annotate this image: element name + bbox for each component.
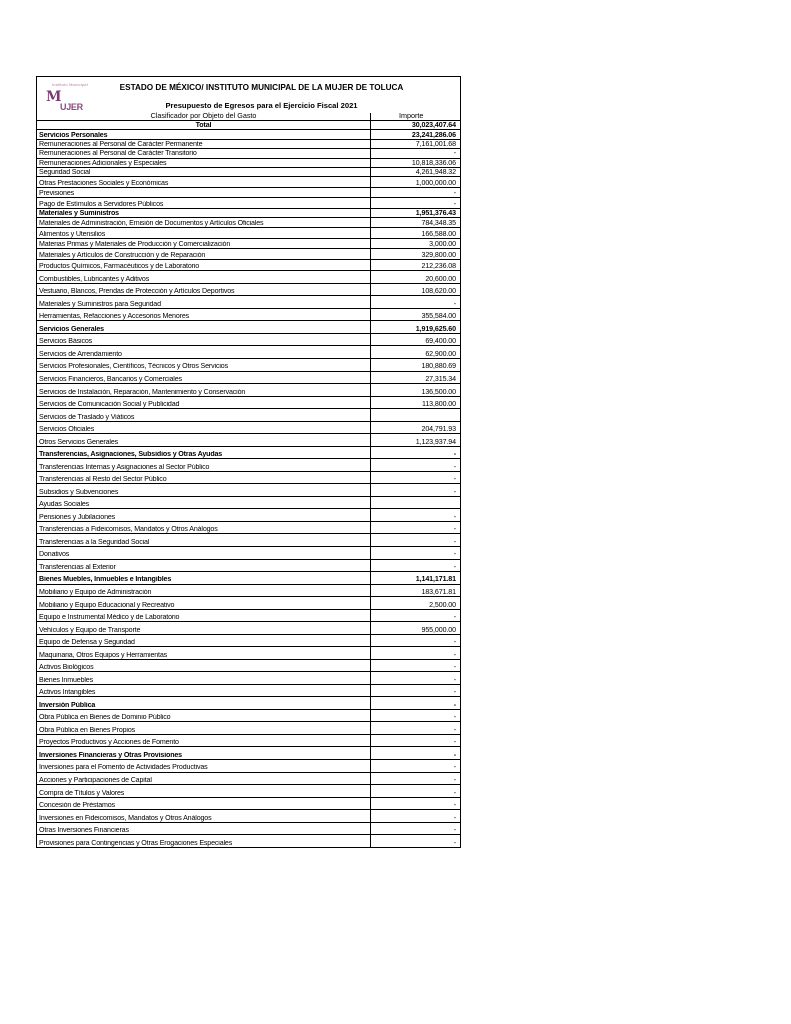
- table-row: [37, 177, 460, 187]
- document-subtitle: Presupuesto de Egresos para el Ejercicio Fiscal 2021: [165, 101, 358, 110]
- row-amount: -: [453, 788, 456, 797]
- row-amount: -: [453, 189, 456, 198]
- row-amount: 136,500.00: [421, 387, 456, 396]
- row-label: Servicios de Traslado y Viáticos: [39, 413, 135, 421]
- table-row: [37, 188, 460, 198]
- table-body: [37, 121, 460, 848]
- row-label: Seguridad Social: [39, 169, 91, 177]
- table-row: [37, 372, 460, 385]
- row-label: Inversiones en Fideicomisos, Mandatos y Otros Análogos: [39, 814, 212, 822]
- row-amount: 7,161,001.68: [415, 140, 456, 149]
- row-label: Bienes Muebles, Inmuebles e Intangibles: [39, 576, 172, 584]
- row-amount: -: [453, 525, 456, 534]
- row-label: Provisiones para Contingencias y Otras Erogaciones Especiales: [39, 839, 233, 847]
- row-label: Pago de Estímulos a Servidores Públicos: [39, 200, 164, 208]
- table-row: [37, 249, 460, 259]
- row-amount: -: [453, 487, 456, 496]
- row-amount: -: [453, 199, 456, 208]
- row-amount: -: [453, 826, 456, 835]
- table-row: [37, 585, 460, 598]
- row-label: Otras Prestaciones Sociales y Económicas: [39, 179, 169, 187]
- row-label: Subsidios y Subvenciones: [39, 488, 119, 496]
- row-amount: -: [453, 813, 456, 822]
- row-label: Inversión Pública: [39, 701, 96, 709]
- table-row: [37, 810, 460, 823]
- table-row: [37, 130, 460, 139]
- row-label: Transferencias al Resto del Sector Público: [39, 476, 167, 484]
- row-amount: -: [453, 512, 456, 521]
- row-amount: 20,600.00: [425, 274, 456, 283]
- row-label: Transferencias al Exterior: [39, 563, 116, 571]
- row-label: Combustibles, Lubricantes y Aditivos: [39, 275, 150, 283]
- table-row: [37, 672, 460, 685]
- table-row: [37, 735, 460, 748]
- row-amount: -: [453, 688, 456, 697]
- row-amount: 1,141,171.81: [415, 575, 456, 584]
- table-row: [37, 685, 460, 698]
- row-amount: 355,584.00: [421, 312, 456, 321]
- table-row: [37, 798, 460, 811]
- table-row: [37, 309, 460, 322]
- row-amount: 10,818,336.06: [411, 158, 456, 167]
- row-label: Materiales y Suministros para Seguridad: [39, 300, 161, 308]
- row-label: Remuneraciones al Personal de Carácter Permanente: [39, 141, 203, 149]
- row-label: Otros Servicios Generales: [39, 438, 119, 446]
- budget-table: [36, 76, 461, 848]
- table-row: [37, 647, 460, 660]
- row-amount: 27,315.34: [425, 374, 456, 383]
- table-header: [37, 77, 460, 121]
- row-amount: -: [453, 475, 456, 484]
- logo-top-text: Instituto Municipal: [52, 82, 88, 87]
- table-row: [37, 760, 460, 773]
- row-label: Servicios Financieros, Bancarios y Comerciales: [39, 375, 182, 383]
- row-amount: 204,791.93: [421, 425, 456, 434]
- row-amount: -: [453, 801, 456, 810]
- table-row: [37, 835, 460, 848]
- table-row: [37, 710, 460, 723]
- row-label: Servicios Personales: [39, 131, 108, 139]
- row-amount: 23,241,286.06: [411, 130, 456, 139]
- row-label: Pensiones y Jubilaciones: [39, 513, 116, 521]
- table-row: [37, 534, 460, 547]
- table-row: [37, 484, 460, 497]
- table-row: [37, 497, 460, 510]
- row-label: Transferencias Internas y Asignaciones al Sector Público: [39, 463, 210, 471]
- row-amount: 108,620.00: [421, 287, 456, 296]
- column-header-row: [37, 112, 460, 121]
- row-amount: 62,900.00: [425, 349, 456, 358]
- table-row: [37, 198, 460, 208]
- row-label: Obra Pública en Bienes Propios: [39, 726, 136, 734]
- row-amount: -: [453, 562, 456, 571]
- row-amount: 1,951,376.43: [415, 208, 456, 217]
- table-row: [37, 747, 460, 760]
- table-row: [37, 459, 460, 472]
- row-label: Vehículos y Equipo de Transporte: [39, 626, 141, 634]
- table-row: [37, 635, 460, 648]
- row-amount: -: [453, 713, 456, 722]
- row-label: Mobiliario y Equipo de Administración: [39, 589, 152, 596]
- row-amount: -: [453, 725, 456, 734]
- row-amount: 166,588.00: [421, 229, 456, 238]
- table-row: [37, 447, 460, 460]
- row-amount: -: [453, 462, 456, 471]
- row-label: Servicios de Arrendamiento: [39, 350, 122, 358]
- table-row: [37, 472, 460, 485]
- row-label: Transferencias a la Seguridad Social: [39, 538, 150, 546]
- row-amount: 1,123,937.94: [415, 437, 456, 446]
- row-amount: -: [453, 838, 456, 847]
- table-row: [37, 522, 460, 535]
- row-label: Productos Químicos, Farmacéuticos y de Laboratorio: [39, 263, 200, 271]
- row-label: Materiales y Suministros: [39, 209, 119, 217]
- table-row: [37, 610, 460, 623]
- row-label: Transferencias a Fideicomisos, Mandatos y Otros Análogos: [39, 526, 218, 534]
- row-amount: -: [453, 763, 456, 772]
- table-row: [37, 823, 460, 836]
- table-row: [37, 140, 460, 149]
- row-amount: 30,023,407.64: [411, 121, 456, 130]
- row-label: Servicios de Comunicación Social y Publicidad: [39, 401, 180, 409]
- table-row: [37, 321, 460, 334]
- row-amount: 180,880.69: [421, 362, 456, 371]
- table-row: [37, 239, 460, 249]
- row-label: Obra Pública en Bienes de Dominio Público: [39, 714, 171, 722]
- row-label: Total: [195, 122, 212, 130]
- row-amount: -: [453, 450, 456, 459]
- row-amount: -: [453, 675, 456, 684]
- row-amount: 329,800.00: [421, 250, 456, 259]
- row-label: Otras Inversiones Financieras: [39, 827, 129, 835]
- table-row: [37, 597, 460, 610]
- row-amount: -: [453, 738, 456, 747]
- table-row: [37, 434, 460, 447]
- row-label: Inversiones Financieras y Otras Provisiones: [39, 751, 182, 759]
- table-row: [37, 384, 460, 397]
- row-label: Compra de Títulos y Valores: [39, 789, 125, 797]
- table-row: [37, 260, 460, 271]
- row-label: Herramientas, Refacciones y Accesorios Menores: [39, 313, 190, 321]
- row-amount: -: [453, 663, 456, 672]
- table-row: [37, 334, 460, 347]
- row-label: Inversiones para el Fomento de Actividades Productivas: [39, 764, 208, 772]
- row-label: Previsiones: [39, 190, 75, 198]
- column-header-classifier: Clasificador por Objeto del Gasto: [150, 111, 257, 120]
- row-label: Materiales y Artículos de Construcción y de Reparación: [39, 251, 206, 259]
- logo-word: UJER: [60, 102, 83, 112]
- row-amount: 69,400.00: [425, 337, 456, 346]
- column-header-amount: Importe: [399, 111, 424, 120]
- row-amount: 113,800.00: [422, 400, 456, 409]
- row-amount: -: [453, 650, 456, 659]
- row-label: Remuneraciones Adicionales y Especiales: [39, 159, 167, 167]
- table-row: [37, 159, 460, 168]
- row-label: Maquinaria, Otros Equipos y Herramientas: [39, 651, 168, 659]
- table-row: [37, 660, 460, 673]
- row-label: Remuneraciones al Personal de Carácter Transitorio: [39, 150, 197, 158]
- row-amount: 4,261,948.32: [415, 168, 456, 177]
- row-label: Equipo de Defensa y Seguridad: [39, 639, 135, 647]
- row-amount: -: [453, 613, 456, 622]
- row-amount: 3,000.00: [429, 240, 456, 249]
- table-row: [37, 397, 460, 410]
- row-label: Materias Primas y Materiales de Producción y Comercialización: [39, 241, 231, 249]
- row-label: Mobiliario y Equipo Educacional y Recreativo: [39, 601, 175, 609]
- row-label: Bienes Inmuebles: [39, 676, 93, 684]
- row-amount: -: [453, 537, 456, 546]
- table-row: [37, 773, 460, 786]
- table-row: [37, 359, 460, 372]
- row-amount: 784,348.35: [421, 219, 456, 228]
- table-row: [37, 284, 460, 297]
- table-row: [37, 622, 460, 635]
- table-row: [37, 509, 460, 522]
- table-row: [37, 218, 460, 228]
- row-label: Proyectos Productivos y Acciones de Fomento: [39, 739, 179, 747]
- row-label: Servicios Oficiales: [39, 426, 95, 434]
- table-row: [37, 697, 460, 710]
- table-row: [37, 228, 460, 238]
- row-amount: -: [453, 638, 456, 647]
- row-amount: -: [453, 550, 456, 559]
- row-amount: 1,919,625.60: [415, 324, 456, 333]
- row-label: Alimentos y Utensilios: [39, 230, 106, 238]
- table-row: [37, 346, 460, 359]
- table-row: [37, 560, 460, 573]
- row-label: Activos Intangibles: [39, 689, 96, 697]
- row-label: Servicios de Instalación, Reparación, Mantenimiento y Conservación: [39, 388, 246, 396]
- table-row: [37, 168, 460, 177]
- document-title: ESTADO DE MÉXICO/ INSTITUTO MUNICIPAL DE LA MUJER DE TOLUCA: [119, 83, 404, 92]
- row-label: Activos Biológicos: [39, 664, 94, 672]
- row-label: Servicios Básicos: [39, 338, 93, 346]
- row-label: Acciones y Participaciones de Capital: [39, 776, 152, 784]
- row-amount: -: [453, 700, 456, 709]
- row-amount: 1,000,000.00: [415, 178, 456, 187]
- table-row: [37, 547, 460, 560]
- table-row: [37, 785, 460, 798]
- row-label: Equipo e Instrumental Médico y de Laboratorio: [39, 614, 180, 622]
- logo-m: M: [46, 89, 61, 105]
- table-row: [37, 722, 460, 735]
- row-label: Donativos: [39, 551, 70, 559]
- row-label: Transferencias, Asignaciones, Subsidios y Otras Ayudas: [39, 451, 223, 459]
- row-amount: -: [453, 149, 456, 158]
- table-row: [37, 296, 460, 309]
- row-amount: -: [453, 775, 456, 784]
- row-label: Concesión de Préstamos: [39, 802, 115, 810]
- table-row: [37, 422, 460, 435]
- row-label: Vestuario, Blancos, Prendas de Protección y Artículos Deportivos: [39, 288, 235, 296]
- table-row: [37, 149, 460, 158]
- table-row: [37, 409, 460, 422]
- table-row: [37, 121, 460, 130]
- row-amount: 2,500.00: [429, 600, 456, 609]
- row-label: Servicios Generales: [39, 325, 104, 333]
- row-label: Servicios Profesionales, Científicos, Técnicos y Otros Servicios: [39, 363, 228, 371]
- row-amount: -: [453, 299, 456, 308]
- row-amount: -: [453, 750, 456, 759]
- row-label: Ayudas Sociales: [39, 501, 90, 509]
- row-amount: 955,000.00: [421, 625, 456, 634]
- table-row: [37, 209, 460, 218]
- row-amount: 212,236.08: [421, 262, 456, 271]
- table-row: [37, 572, 460, 585]
- table-row: [37, 271, 460, 284]
- row-label: Materiales de Administración, Emisión de Documentos y Artículos Oficiales: [39, 220, 264, 228]
- row-amount: 183,671.81: [421, 588, 456, 596]
